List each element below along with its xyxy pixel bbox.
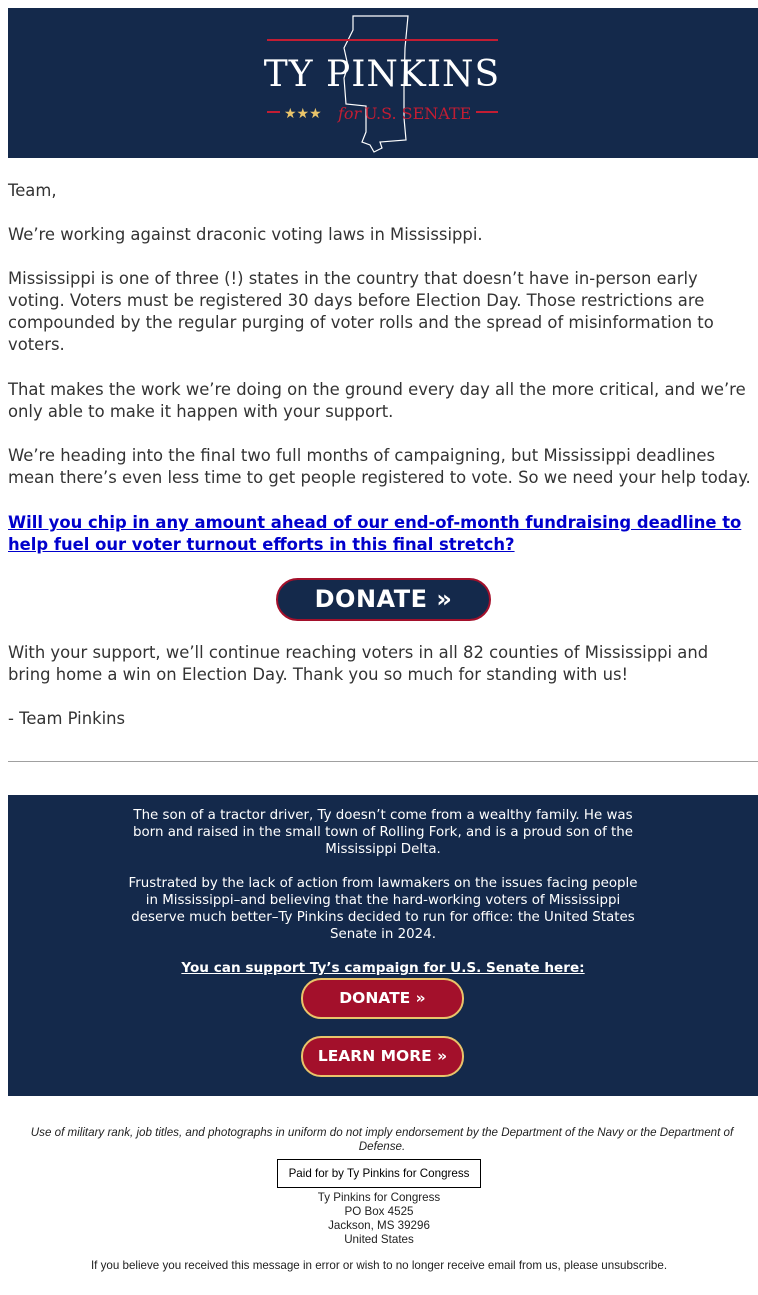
paragraph-2: Mississippi is one of three (!) states in the country that doesn’t have in-person early voting. Voters must be registered 30 days before Election Day. Those restrictions are compounded by the regular purging of voter rolls and the spread of misinformation to voters. [8, 269, 714, 354]
bio-paragraph-1: The son of a tractor driver, Ty doesn’t come from a wealthy family. He was born and raised in the small town of Rolling Fork, and is a proud son of the Mississippi Delta. [132, 808, 634, 857]
unsubscribe-text[interactable]: If you believe you received this message in error or wish to no longer receive email from us, please unsubscribe. [90, 1259, 668, 1272]
divider [8, 761, 758, 762]
campaign-logo [8, 8, 758, 158]
support-link[interactable]: You can support Ty’s campaign for U.S. Senate here: [181, 960, 585, 976]
address-line: PO Box 4525 [344, 1205, 414, 1218]
paragraph-5: With your support, we’ll continue reaching voters in all 82 counties of Mississippi and bring home a win on Election Day. Thank you so much for standing with us! [8, 643, 709, 684]
paragraph-1: We’re working against draconic voting laws in Mississippi. [8, 225, 483, 244]
bio-donate-button[interactable]: DONATE » [301, 978, 464, 1019]
bio-section [8, 795, 758, 1096]
star-icon: ★★★ [284, 106, 322, 122]
chip-in-link[interactable]: Will you chip in any amount ahead of our end-of-month fundraising deadline to help fuel our voter turnout efforts in this final stretch? [8, 513, 742, 554]
header-banner [8, 8, 758, 158]
logo-tagline-for: for [338, 104, 362, 123]
address-line: Jackson, MS 39296 [328, 1219, 430, 1232]
paragraph-3: That makes the work we’re doing on the ground every day all the more critical, and we’re only able to make it happen with your support. [8, 380, 746, 421]
logo-tagline-office: U.S. SENATE [364, 104, 472, 123]
paid-for-box: Paid for by Ty Pinkins for Congress [277, 1159, 481, 1188]
address-line: United States [344, 1233, 414, 1246]
logo-name: TY PINKINS [263, 54, 501, 95]
greeting: Team, [8, 181, 57, 200]
signoff: - Team Pinkins [8, 709, 126, 728]
paragraph-4: We’re heading into the final two full months of campaigning, but Mississippi deadlines mean there’s even less time to get people registered to vote. So we need your help today. [8, 446, 751, 487]
donate-button[interactable]: DONATE » [276, 578, 491, 621]
mailing-address [8, 1191, 750, 1247]
learn-more-button[interactable]: LEARN MORE » [301, 1036, 464, 1077]
address-line: Ty Pinkins for Congress [317, 1191, 441, 1204]
bio-paragraph-2: Frustrated by the lack of action from lawmakers on the issues facing people in Mississippi–and believing that the hard-working voters of Mississippi deserve much better–Ty Pinkins decided to run for office: the United States Senate in 2024. [128, 876, 638, 942]
military-disclaimer: Use of military rank, job titles, and photographs in uniform do not imply endorsement by the Department of the Navy or the Department of Defense. [30, 1126, 734, 1153]
